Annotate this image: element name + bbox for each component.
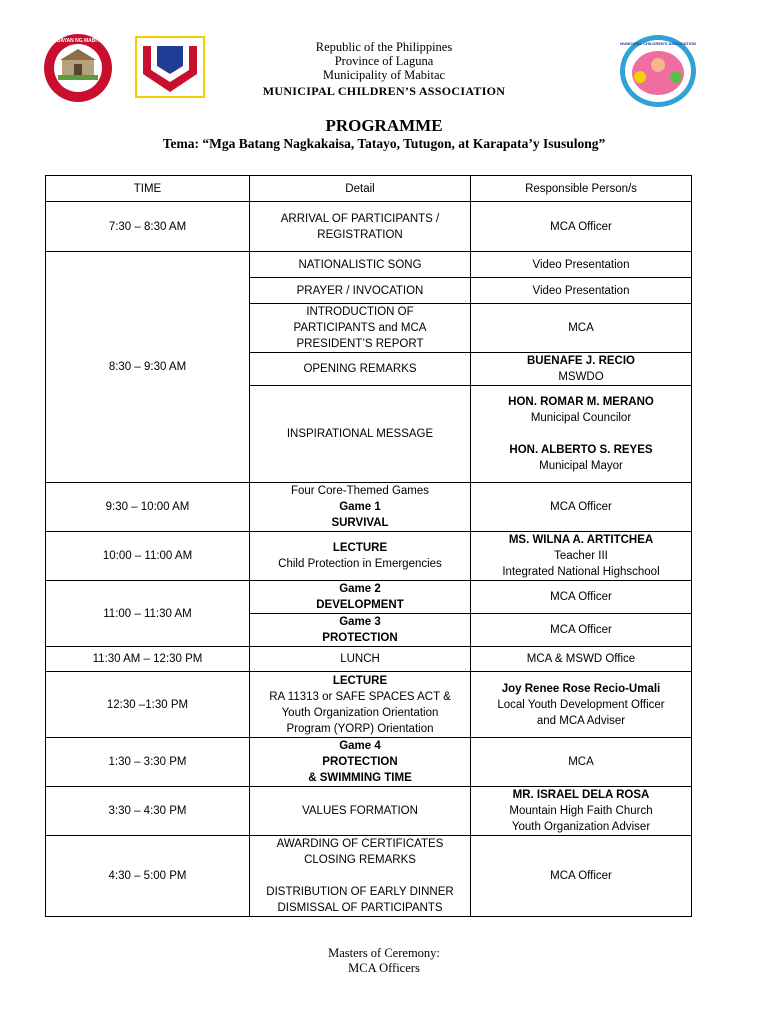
time-cell: 11:30 AM – 12:30 PM	[46, 647, 250, 672]
time-cell: 12:30 –1:30 PM	[46, 672, 250, 738]
header-detail: Detail	[250, 176, 471, 202]
person-cell: MCA Officer	[471, 614, 692, 647]
person-cell: MCA Officer	[471, 202, 692, 252]
table-row	[46, 836, 692, 917]
theme-line: Tema: “Mga Batang Nagkakaisa, Tatayo, Tutugon, at Karapata’y Isusulong”	[162, 136, 606, 151]
person-cell: Video Presentation	[471, 252, 692, 278]
detail-cell: LUNCH	[250, 647, 471, 672]
person-cell: MCA & MSWD Office	[471, 647, 692, 672]
person-cell: MCA	[471, 304, 692, 353]
detail-cell: LECTURE Child Protection in Emergencies	[250, 532, 471, 581]
table-row	[46, 532, 692, 581]
table-row	[46, 581, 692, 614]
table-row	[46, 202, 692, 252]
time-cell: 10:00 – 11:00 AM	[46, 532, 250, 581]
person-cell: MCA Officer	[471, 483, 692, 532]
time-cell: 8:30 – 9:30 AM	[46, 252, 250, 483]
table-row	[46, 483, 692, 532]
detail-cell: INSPIRATIONAL MESSAGE	[250, 386, 471, 483]
header-time: TIME	[46, 176, 250, 202]
table-row	[46, 647, 692, 672]
detail-cell: Game 2 DEVELOPMENT	[250, 581, 471, 614]
time-cell: 7:30 – 8:30 AM	[46, 202, 250, 252]
mc-label: Masters of Ceremony:	[328, 946, 440, 960]
header-person: Responsible Person/s	[471, 176, 692, 202]
time-cell: 4:30 – 5:00 PM	[46, 836, 250, 917]
person-cell: MCA Officer	[471, 581, 692, 614]
time-cell: 9:30 – 10:00 AM	[46, 483, 250, 532]
municipality-line: Municipality of Mabitac	[322, 68, 446, 82]
person-cell: Video Presentation	[471, 278, 692, 304]
country-line: Republic of the Philippines	[315, 40, 453, 54]
person-cell: MR. ISRAEL DELA ROSA Mountain High Faith Church Youth Organization Adviser	[471, 787, 692, 836]
masters-of-ceremony	[0, 946, 768, 976]
detail-cell: ARRIVAL OF PARTICIPANTS / REGISTRATION	[250, 202, 471, 252]
seal-text: SAGISAG NG BAYAN NG MABITAC · LAGUNA	[23, 38, 133, 44]
province-line: Province of Laguna	[334, 54, 434, 68]
person-cell: BUENAFE J. RECIO MSWDO	[471, 353, 692, 386]
person-cell: MCA	[471, 738, 692, 787]
detail-cell: OPENING REMARKS	[250, 353, 471, 386]
detail-cell: Four Core-Themed Games Game 1 SURVIVAL	[250, 483, 471, 532]
organization-name: MUNICIPAL CHILDREN’S ASSOCIATION	[262, 84, 506, 98]
time-cell: 3:30 – 4:30 PM	[46, 787, 250, 836]
detail-cell: Game 3 PROTECTION	[250, 614, 471, 647]
detail-cell: VALUES FORMATION	[250, 787, 471, 836]
detail-cell: AWARDING OF CERTIFICATES CLOSING REMARKS DISTRIBUTION OF EARLY DINNER DISMISSAL OF PARTICIPANTS	[250, 836, 471, 917]
person-cell: MCA Officer	[471, 836, 692, 917]
person-cell: Joy Renee Rose Recio-Umali Local Youth Development Officer and MCA Adviser	[471, 672, 692, 738]
mc-names: MCA Officers	[348, 961, 420, 975]
page-title: PROGRAMME	[325, 116, 443, 135]
person-cell: HON. ROMAR M. MERANO Municipal Councilor HON. ALBERTO S. REYES Municipal Mayor	[471, 386, 692, 483]
letterhead	[0, 40, 768, 99]
table-header-row	[46, 176, 692, 202]
time-cell: 1:30 – 3:30 PM	[46, 738, 250, 787]
detail-cell: NATIONALISTIC SONG	[250, 252, 471, 278]
table-row	[46, 672, 692, 738]
detail-cell: LECTURE RA 11313 or SAFE SPACES ACT & Youth Organization Orientation Program (YORP) Orientation	[250, 672, 471, 738]
programme-table	[45, 175, 692, 917]
table-row	[46, 738, 692, 787]
detail-cell: PRAYER / INVOCATION	[250, 278, 471, 304]
table-row	[46, 787, 692, 836]
mca-logo-text: MUNICIPAL CHILDREN'S ASSOCIATION	[620, 41, 696, 46]
detail-cell: Game 4 PROTECTION & SWIMMING TIME	[250, 738, 471, 787]
time-cell: 11:00 – 11:30 AM	[46, 581, 250, 647]
detail-cell: INTRODUCTION OF PARTICIPANTS and MCA PRESIDENT’S REPORT	[250, 304, 471, 353]
table-row	[46, 252, 692, 278]
person-cell: MS. WILNA A. ARTITCHEA Teacher III Integrated National Highschool	[471, 532, 692, 581]
